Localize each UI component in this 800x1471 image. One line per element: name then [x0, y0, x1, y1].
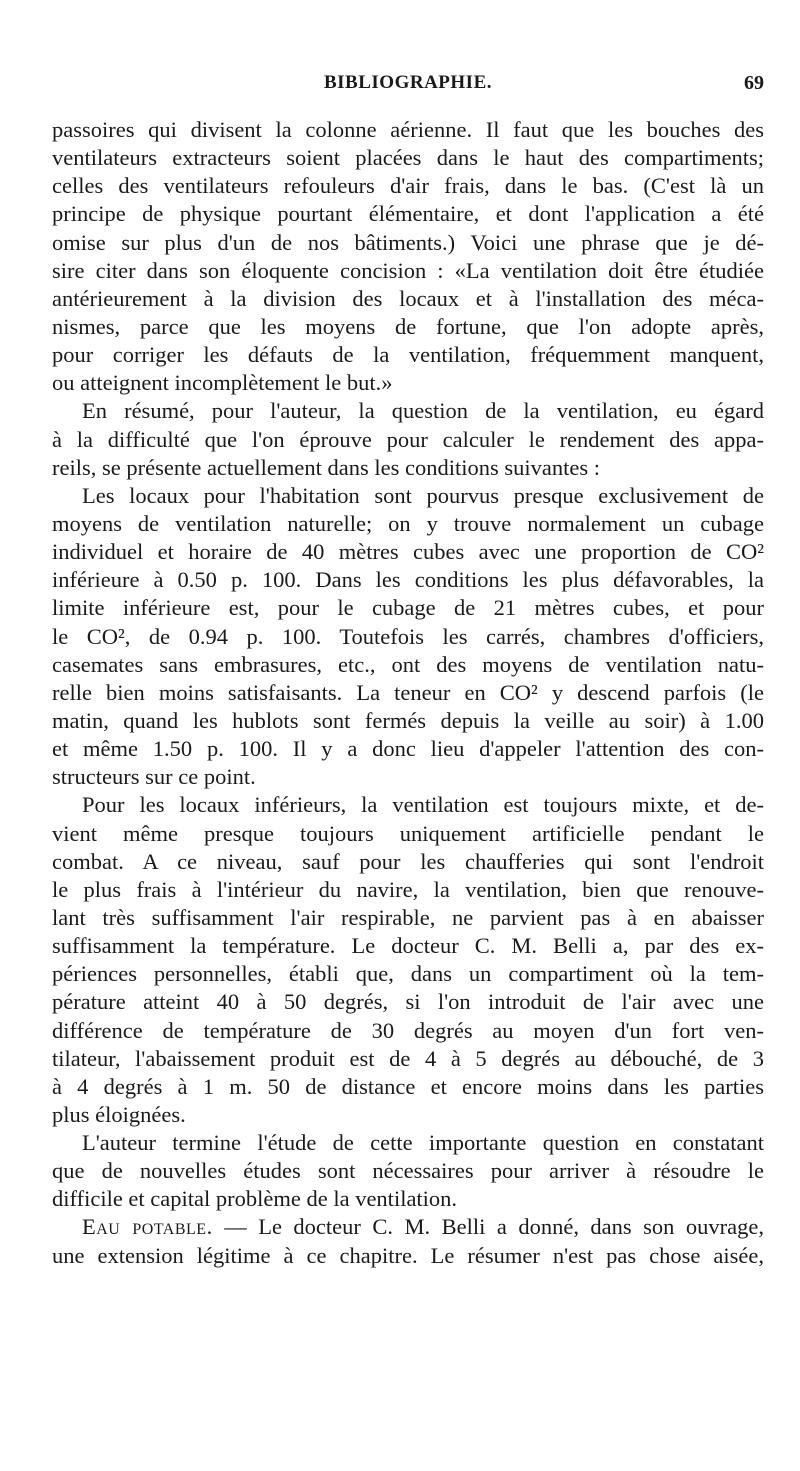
text-line: principe de physique pourtant élémentaire, et dont l'application a été: [52, 201, 764, 227]
text-line: casemates sans embrasures, etc., ont des moyens de ventilation natu-: [52, 651, 764, 677]
section-lead: Eau potable.: [82, 1214, 213, 1240]
page-number: 69: [744, 72, 764, 94]
text-line: difficile et capital problème de la ventilation.: [52, 1186, 458, 1212]
text-line: et même 1.50 p. 100. Il y a donc lieu d'appeler l'attention des con-: [52, 736, 764, 762]
text-line: limite inférieure est, pour le cubage de 21 mètres cubes, et pour: [52, 595, 764, 621]
text-line: antérieurement à la division des locaux et à l'installation des méca-: [52, 285, 764, 311]
text-line: ventilateurs extracteurs soient placées dans le haut des compartiments;: [52, 145, 764, 171]
text-line: différence de température de 30 degrés au moyen d'un fort ven-: [52, 1017, 764, 1043]
text-line: lant très suffisamment l'air respirable, ne parvient pas à en abaisser: [52, 904, 764, 930]
text-line: suffisamment la température. Le docteur C. M. Belli a, par des ex-: [52, 933, 764, 959]
text-line: celles des ventilateurs refouleurs d'air frais, dans le bas. (C'est là un: [52, 173, 764, 199]
text-line: omise sur plus d'un de nos bâtiments.) Voici une phrase que je dé-: [52, 229, 764, 255]
text-line: le CO², de 0.94 p. 100. Toutefois les carrés, chambres d'officiers,: [52, 623, 764, 649]
text-line: nismes, parce que les moyens de fortune, que l'on adopte après,: [52, 313, 764, 339]
text-line: structeurs sur ce point.: [52, 764, 256, 790]
text-line: pérature atteint 40 à 50 degrés, si l'on introduit de l'air avec une: [52, 989, 764, 1015]
text-line: [52, 1213, 764, 1241]
section-lead-text: — Le docteur C. M. Belli a donné, dans son ouvrage,: [224, 1214, 765, 1240]
text-line: L'auteur termine l'étude de cette importante question en constatant: [82, 1130, 764, 1156]
text-line: périences personnelles, établi que, dans un compartiment où la tem-: [52, 961, 764, 987]
text-line: En résumé, pour l'auteur, la question de la ventilation, eu égard: [82, 398, 764, 424]
text-line: vient même presque toujours uniquement artificielle pendant le: [52, 820, 764, 846]
text-line: tilateur, l'abaissement produit est de 4 à 5 degrés au débouché, de 3: [52, 1045, 764, 1071]
page-header: [52, 72, 764, 102]
text-line: reils, se présente actuellement dans les conditions suivantes :: [52, 454, 600, 480]
text-line: à 4 degrés à 1 m. 50 de distance et encore moins dans les parties: [52, 1073, 764, 1099]
text-line: à la difficulté que l'on éprouve pour calculer le rendement des appa-: [52, 426, 764, 452]
text-line: une extension légitime à ce chapitre. Le résumer n'est pas chose aisée,: [52, 1242, 764, 1268]
text-line: Pour les locaux inférieurs, la ventilation est toujours mixte, et de-: [82, 792, 764, 818]
text-line: sire citer dans son éloquente concision : «La ventilation doit être étudiée: [52, 257, 764, 283]
body-text: [52, 116, 764, 1270]
text-line: matin, quand les hublots sont fermés depuis la veille au soir) à 1.00: [52, 707, 764, 733]
text-line: ou atteignent incomplètement le but.»: [52, 370, 393, 396]
text-line: passoires qui divisent la colonne aérienne. Il faut que les bouches des: [52, 117, 764, 142]
text-line: que de nouvelles études sont nécessaires pour arriver à résoudre le: [52, 1158, 764, 1184]
running-title: BIBLIOGRAPHIE.: [323, 72, 492, 93]
text-line: plus éloignées.: [52, 1101, 186, 1127]
text-line: le plus frais à l'intérieur du navire, la ventilation, bien que renouve-: [52, 876, 764, 902]
text-line: Les locaux pour l'habitation sont pourvus presque exclusivement de: [82, 482, 764, 508]
text-line: combat. A ce niveau, sauf pour les chaufferies qui sont l'endroit: [52, 848, 764, 874]
text-line: relle bien moins satisfaisants. La teneur en CO² y descend parfois (le: [52, 679, 764, 705]
text-line: pour corriger les défauts de la ventilation, fréquemment manquent,: [52, 342, 764, 368]
text-line: individuel et horaire de 40 mètres cubes avec une proportion de CO²: [52, 539, 764, 565]
text-line: moyens de ventilation naturelle; on y trouve normalement un cubage: [52, 510, 764, 536]
text-line: inférieure à 0.50 p. 100. Dans les conditions les plus défavorables, la: [52, 567, 764, 593]
